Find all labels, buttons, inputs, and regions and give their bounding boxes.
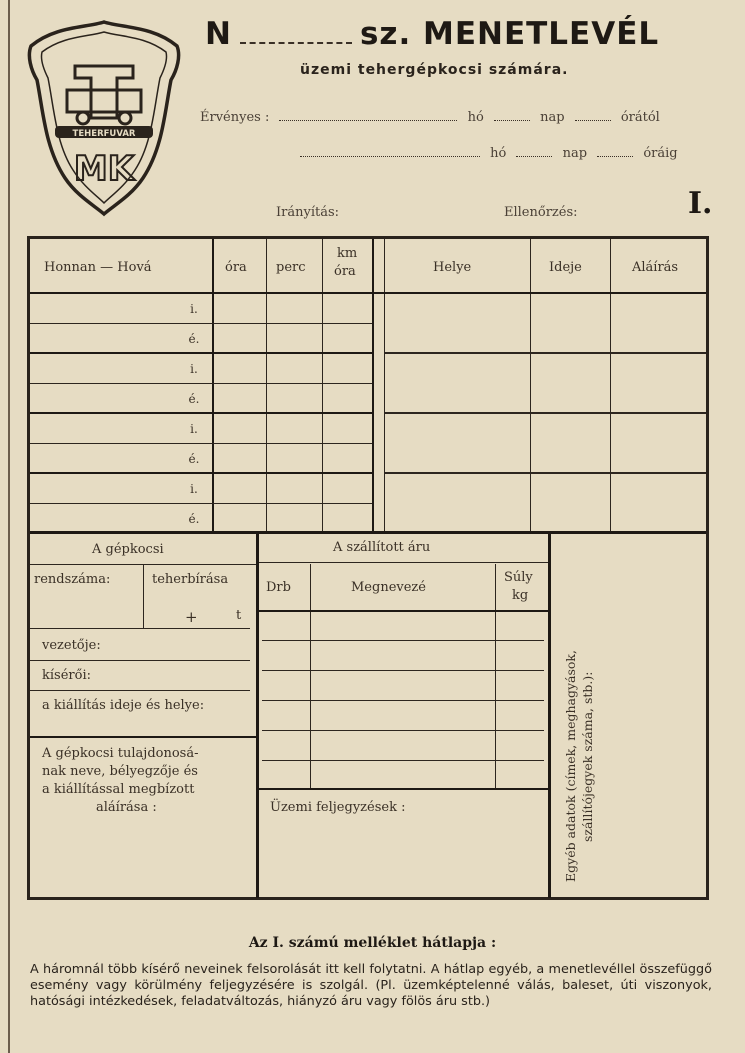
control-label: Ellenőrzés: [504, 205, 578, 220]
col-time: Ideje [549, 260, 582, 275]
capacity-unit: t [236, 608, 242, 623]
col-weight-unit: kg [512, 588, 529, 603]
cargo-header: A szállított áru [333, 540, 431, 555]
row-label-departure: i. [190, 302, 198, 316]
col-km-bottom: óra [334, 264, 356, 279]
row-label-departure: i. [190, 482, 198, 496]
form-subtitle: üzemi tehergépkocsi számára. [300, 62, 569, 78]
title-text: sz. MENETLEVÉL [359, 16, 660, 52]
owner-line-2: nak neve, bélyegzője és [42, 764, 198, 779]
issue-label: a kiállítás ideje és helye: [42, 698, 205, 713]
col-weight-top: Súly [504, 570, 533, 585]
capacity-plus: + [185, 608, 198, 626]
row-label-arrival: é. [188, 512, 200, 526]
other-data-label [562, 650, 596, 882]
col-km-top: km [337, 246, 358, 261]
footer-title: Az I. számú melléklet hátlapja : [248, 935, 497, 951]
row-label-departure: i. [190, 362, 198, 376]
day-label: nap [562, 146, 588, 161]
row-label-departure: i. [190, 422, 198, 436]
row-label-arrival: é. [188, 452, 200, 466]
dispatch-label: Irányítás: [276, 205, 340, 220]
number-prefix: N [205, 16, 232, 52]
driver-label: vezetője: [42, 638, 101, 653]
row-label-arrival: é. [188, 332, 200, 346]
col-minute: perc [276, 260, 306, 275]
month-label: hó [490, 146, 507, 161]
notes-label: Üzemi feljegyzések : [270, 800, 406, 815]
escorts-label: kísérői: [42, 668, 91, 683]
owner-line-3: a kiállítással megbízott [42, 782, 195, 797]
col-place: Helye [433, 260, 472, 275]
capacity-label: teherbírása [152, 572, 229, 587]
owner-line-4: aláírása : [96, 800, 157, 815]
vehicle-header: A gépkocsi [92, 542, 164, 557]
other-line-1: Egyéb adatok (címek, meghagyások, [563, 650, 578, 882]
month-label: hó [467, 110, 484, 125]
col-pieces: Drb [266, 580, 291, 595]
col-hour: óra [225, 260, 247, 275]
roman-numeral: I. [688, 186, 713, 221]
footer-text: A háromnál több kísérő neveinek felsorolását itt kell folytatni. A hátlap egyéb, a menetlevéllel összefüggő esemény vagy körülmény feljegyzésére is szolgál. (Pl. üzemképtelenné válás, baleset, úti viszonyok, hatósági intézkedések, feladatváltozás, hiányzó áru vagy fölös áru stb.) [30, 962, 712, 1009]
to-hour-label: óráig [643, 146, 678, 161]
plate-label: rendszáma: [34, 572, 111, 587]
logo-badge-text: TEHERFUVAR [72, 129, 136, 139]
col-from-to: Honnan — Hová [44, 260, 152, 275]
col-name: Megnevezé [351, 580, 426, 595]
other-line-2: szállítójegyek száma, stb.): [580, 671, 595, 842]
row-label-arrival: é. [188, 392, 200, 406]
valid-label: Érvényes : [200, 110, 270, 125]
owner-line-1: A gépkocsi tulajdonosá- [42, 746, 199, 761]
day-label: nap [540, 110, 565, 125]
logo-monogram: MK [73, 149, 135, 189]
from-hour-label: órától [620, 110, 660, 125]
col-signature: Aláírás [632, 260, 679, 275]
